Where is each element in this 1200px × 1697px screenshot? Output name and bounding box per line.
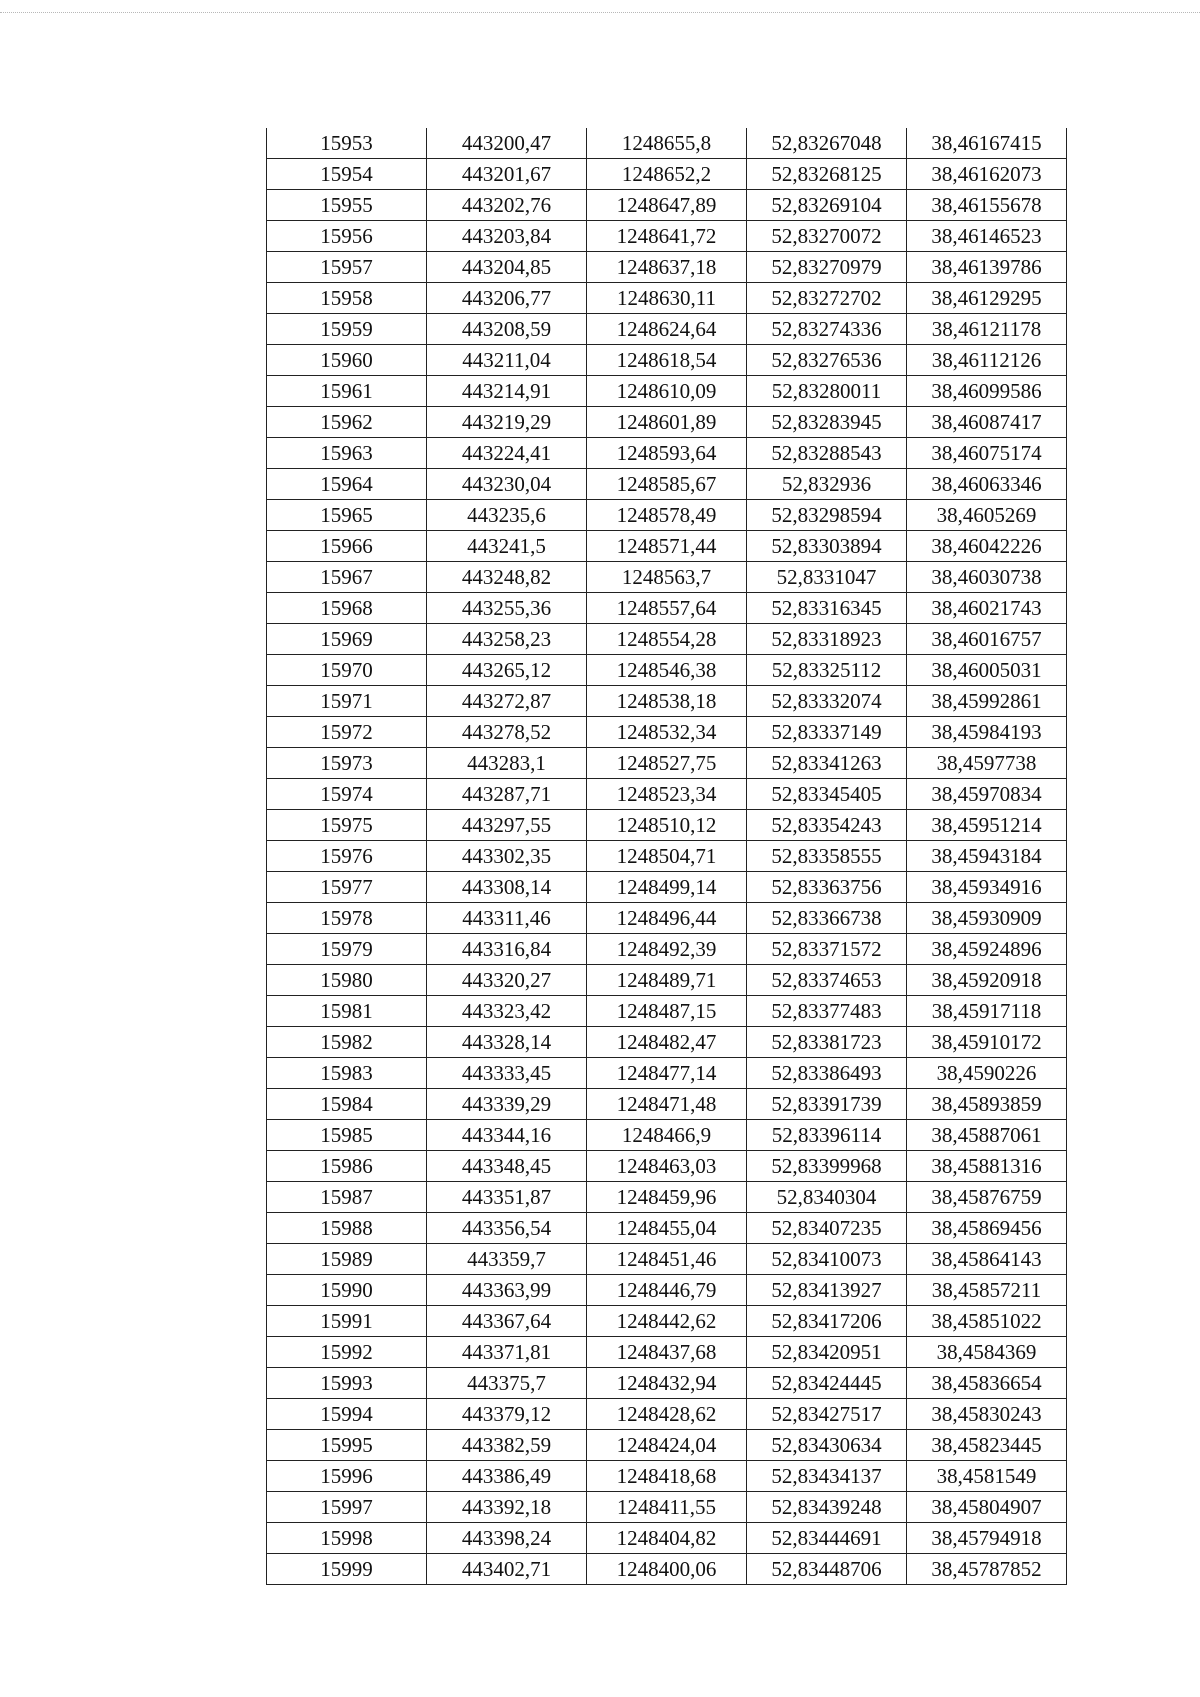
latitude-cell: 52,83280011 (747, 376, 907, 407)
longitude-cell: 38,45836654 (907, 1368, 1067, 1399)
longitude-cell: 38,4581549 (907, 1461, 1067, 1492)
point-number-cell: 15984 (267, 1089, 427, 1120)
y-coordinate-cell: 1248510,12 (587, 810, 747, 841)
latitude-cell: 52,83274336 (747, 314, 907, 345)
point-number-cell: 15993 (267, 1368, 427, 1399)
longitude-cell: 38,4584369 (907, 1337, 1067, 1368)
latitude-cell: 52,83269104 (747, 190, 907, 221)
point-number-cell: 15997 (267, 1492, 427, 1523)
x-coordinate-cell: 443202,76 (427, 190, 587, 221)
latitude-cell: 52,83444691 (747, 1523, 907, 1554)
point-number-cell: 15992 (267, 1337, 427, 1368)
point-number-cell: 15994 (267, 1399, 427, 1430)
longitude-cell: 38,46162073 (907, 159, 1067, 190)
table-row (267, 252, 1067, 283)
table-row (267, 159, 1067, 190)
point-number-cell: 15953 (267, 128, 427, 159)
longitude-cell: 38,46075174 (907, 438, 1067, 469)
table-row (267, 655, 1067, 686)
point-number-cell: 15998 (267, 1523, 427, 1554)
x-coordinate-cell: 443367,64 (427, 1306, 587, 1337)
longitude-cell: 38,45934916 (907, 872, 1067, 903)
point-number-cell: 15955 (267, 190, 427, 221)
y-coordinate-cell: 1248641,72 (587, 221, 747, 252)
table-row (267, 965, 1067, 996)
y-coordinate-cell: 1248411,55 (587, 1492, 747, 1523)
longitude-cell: 38,45830243 (907, 1399, 1067, 1430)
longitude-cell: 38,46063346 (907, 469, 1067, 500)
x-coordinate-cell: 443283,1 (427, 748, 587, 779)
latitude-cell: 52,83316345 (747, 593, 907, 624)
x-coordinate-cell: 443386,49 (427, 1461, 587, 1492)
longitude-cell: 38,45893859 (907, 1089, 1067, 1120)
x-coordinate-cell: 443320,27 (427, 965, 587, 996)
y-coordinate-cell: 1248618,54 (587, 345, 747, 376)
longitude-cell: 38,46129295 (907, 283, 1067, 314)
latitude-cell: 52,83288543 (747, 438, 907, 469)
point-number-cell: 15979 (267, 934, 427, 965)
x-coordinate-cell: 443224,41 (427, 438, 587, 469)
table-row (267, 717, 1067, 748)
point-number-cell: 15999 (267, 1554, 427, 1585)
latitude-cell: 52,83391739 (747, 1089, 907, 1120)
latitude-cell: 52,83420951 (747, 1337, 907, 1368)
longitude-cell: 38,46155678 (907, 190, 1067, 221)
point-number-cell: 15972 (267, 717, 427, 748)
table-row (267, 1306, 1067, 1337)
point-number-cell: 15971 (267, 686, 427, 717)
x-coordinate-cell: 443241,5 (427, 531, 587, 562)
point-number-cell: 15977 (267, 872, 427, 903)
y-coordinate-cell: 1248466,9 (587, 1120, 747, 1151)
y-coordinate-cell: 1248471,48 (587, 1089, 747, 1120)
y-coordinate-cell: 1248496,44 (587, 903, 747, 934)
longitude-cell: 38,45924896 (907, 934, 1067, 965)
table-row (267, 128, 1067, 159)
latitude-cell: 52,83430634 (747, 1430, 907, 1461)
x-coordinate-cell: 443351,87 (427, 1182, 587, 1213)
point-number-cell: 15964 (267, 469, 427, 500)
y-coordinate-cell: 1248532,34 (587, 717, 747, 748)
x-coordinate-cell: 443379,12 (427, 1399, 587, 1430)
table-row (267, 314, 1067, 345)
longitude-cell: 38,45984193 (907, 717, 1067, 748)
latitude-cell: 52,83381723 (747, 1027, 907, 1058)
table-row (267, 1027, 1067, 1058)
longitude-cell: 38,45794918 (907, 1523, 1067, 1554)
table-row (267, 841, 1067, 872)
point-number-cell: 15982 (267, 1027, 427, 1058)
longitude-cell: 38,45930909 (907, 903, 1067, 934)
table-row (267, 1368, 1067, 1399)
y-coordinate-cell: 1248571,44 (587, 531, 747, 562)
longitude-cell: 38,46146523 (907, 221, 1067, 252)
table-row (267, 500, 1067, 531)
scan-top-edge (0, 12, 1200, 13)
point-number-cell: 15991 (267, 1306, 427, 1337)
table-row (267, 1058, 1067, 1089)
point-number-cell: 15973 (267, 748, 427, 779)
longitude-cell: 38,45864143 (907, 1244, 1067, 1275)
longitude-cell: 38,45887061 (907, 1120, 1067, 1151)
latitude-cell: 52,83268125 (747, 159, 907, 190)
y-coordinate-cell: 1248455,04 (587, 1213, 747, 1244)
latitude-cell: 52,83377483 (747, 996, 907, 1027)
table-row (267, 1337, 1067, 1368)
y-coordinate-cell: 1248557,64 (587, 593, 747, 624)
table-row (267, 438, 1067, 469)
longitude-cell: 38,46016757 (907, 624, 1067, 655)
longitude-cell: 38,45943184 (907, 841, 1067, 872)
point-number-cell: 15981 (267, 996, 427, 1027)
point-number-cell: 15966 (267, 531, 427, 562)
latitude-cell: 52,832936 (747, 469, 907, 500)
latitude-cell: 52,83283945 (747, 407, 907, 438)
x-coordinate-cell: 443248,82 (427, 562, 587, 593)
latitude-cell: 52,83371572 (747, 934, 907, 965)
y-coordinate-cell: 1248585,67 (587, 469, 747, 500)
point-number-cell: 15965 (267, 500, 427, 531)
longitude-cell: 38,45857211 (907, 1275, 1067, 1306)
latitude-cell: 52,83270979 (747, 252, 907, 283)
point-number-cell: 15987 (267, 1182, 427, 1213)
x-coordinate-cell: 443203,84 (427, 221, 587, 252)
point-number-cell: 15988 (267, 1213, 427, 1244)
table-row (267, 190, 1067, 221)
latitude-cell: 52,83363756 (747, 872, 907, 903)
x-coordinate-cell: 443316,84 (427, 934, 587, 965)
latitude-cell: 52,83386493 (747, 1058, 907, 1089)
x-coordinate-cell: 443258,23 (427, 624, 587, 655)
table-row (267, 531, 1067, 562)
longitude-cell: 38,45876759 (907, 1182, 1067, 1213)
x-coordinate-cell: 443219,29 (427, 407, 587, 438)
latitude-cell: 52,83366738 (747, 903, 907, 934)
table-row (267, 1461, 1067, 1492)
table-row (267, 748, 1067, 779)
x-coordinate-cell: 443382,59 (427, 1430, 587, 1461)
latitude-cell: 52,83272702 (747, 283, 907, 314)
table-row (267, 810, 1067, 841)
table-row (267, 593, 1067, 624)
latitude-cell: 52,83410073 (747, 1244, 907, 1275)
y-coordinate-cell: 1248492,39 (587, 934, 747, 965)
y-coordinate-cell: 1248563,7 (587, 562, 747, 593)
point-number-cell: 15976 (267, 841, 427, 872)
longitude-cell: 38,46030738 (907, 562, 1067, 593)
longitude-cell: 38,4597738 (907, 748, 1067, 779)
longitude-cell: 38,45920918 (907, 965, 1067, 996)
latitude-cell: 52,83341263 (747, 748, 907, 779)
point-number-cell: 15957 (267, 252, 427, 283)
table-row (267, 779, 1067, 810)
y-coordinate-cell: 1248630,11 (587, 283, 747, 314)
table-row (267, 345, 1067, 376)
y-coordinate-cell: 1248655,8 (587, 128, 747, 159)
longitude-cell: 38,46099586 (907, 376, 1067, 407)
table-row (267, 934, 1067, 965)
y-coordinate-cell: 1248624,64 (587, 314, 747, 345)
y-coordinate-cell: 1248504,71 (587, 841, 747, 872)
table-row (267, 1492, 1067, 1523)
y-coordinate-cell: 1248442,62 (587, 1306, 747, 1337)
x-coordinate-cell: 443392,18 (427, 1492, 587, 1523)
x-coordinate-cell: 443359,7 (427, 1244, 587, 1275)
coordinates-table (266, 128, 1067, 1585)
point-number-cell: 15968 (267, 593, 427, 624)
x-coordinate-cell: 443402,71 (427, 1554, 587, 1585)
x-coordinate-cell: 443255,36 (427, 593, 587, 624)
point-number-cell: 15954 (267, 159, 427, 190)
point-number-cell: 15967 (267, 562, 427, 593)
latitude-cell: 52,83374653 (747, 965, 907, 996)
table-row (267, 1399, 1067, 1430)
table-row (267, 1213, 1067, 1244)
longitude-cell: 38,45851022 (907, 1306, 1067, 1337)
latitude-cell: 52,83358555 (747, 841, 907, 872)
point-number-cell: 15990 (267, 1275, 427, 1306)
y-coordinate-cell: 1248459,96 (587, 1182, 747, 1213)
point-number-cell: 15956 (267, 221, 427, 252)
longitude-cell: 38,46087417 (907, 407, 1067, 438)
point-number-cell: 15985 (267, 1120, 427, 1151)
point-number-cell: 15962 (267, 407, 427, 438)
x-coordinate-cell: 443211,04 (427, 345, 587, 376)
x-coordinate-cell: 443265,12 (427, 655, 587, 686)
longitude-cell: 38,45823445 (907, 1430, 1067, 1461)
table-row (267, 407, 1067, 438)
longitude-cell: 38,45910172 (907, 1027, 1067, 1058)
x-coordinate-cell: 443356,54 (427, 1213, 587, 1244)
point-number-cell: 15970 (267, 655, 427, 686)
latitude-cell: 52,83345405 (747, 779, 907, 810)
table-row (267, 996, 1067, 1027)
point-number-cell: 15959 (267, 314, 427, 345)
longitude-cell: 38,46121178 (907, 314, 1067, 345)
point-number-cell: 15980 (267, 965, 427, 996)
y-coordinate-cell: 1248554,28 (587, 624, 747, 655)
latitude-cell: 52,83276536 (747, 345, 907, 376)
y-coordinate-cell: 1248637,18 (587, 252, 747, 283)
y-coordinate-cell: 1248523,34 (587, 779, 747, 810)
longitude-cell: 38,45787852 (907, 1554, 1067, 1585)
longitude-cell: 38,45881316 (907, 1151, 1067, 1182)
table-row (267, 376, 1067, 407)
longitude-cell: 38,45992861 (907, 686, 1067, 717)
latitude-cell: 52,83396114 (747, 1120, 907, 1151)
x-coordinate-cell: 443363,99 (427, 1275, 587, 1306)
latitude-cell: 52,83270072 (747, 221, 907, 252)
longitude-cell: 38,46167415 (907, 128, 1067, 159)
table-row (267, 1151, 1067, 1182)
longitude-cell: 38,46021743 (907, 593, 1067, 624)
y-coordinate-cell: 1248578,49 (587, 500, 747, 531)
latitude-cell: 52,83424445 (747, 1368, 907, 1399)
x-coordinate-cell: 443308,14 (427, 872, 587, 903)
y-coordinate-cell: 1248446,79 (587, 1275, 747, 1306)
x-coordinate-cell: 443235,6 (427, 500, 587, 531)
longitude-cell: 38,46112126 (907, 345, 1067, 376)
x-coordinate-cell: 443398,24 (427, 1523, 587, 1554)
table-row (267, 624, 1067, 655)
x-coordinate-cell: 443206,77 (427, 283, 587, 314)
longitude-cell: 38,45804907 (907, 1492, 1067, 1523)
point-number-cell: 15989 (267, 1244, 427, 1275)
point-number-cell: 15975 (267, 810, 427, 841)
latitude-cell: 52,83413927 (747, 1275, 907, 1306)
latitude-cell: 52,83337149 (747, 717, 907, 748)
x-coordinate-cell: 443278,52 (427, 717, 587, 748)
latitude-cell: 52,83399968 (747, 1151, 907, 1182)
latitude-cell: 52,8340304 (747, 1182, 907, 1213)
latitude-cell: 52,83434137 (747, 1461, 907, 1492)
x-coordinate-cell: 443323,42 (427, 996, 587, 1027)
longitude-cell: 38,4605269 (907, 500, 1067, 531)
x-coordinate-cell: 443348,45 (427, 1151, 587, 1182)
latitude-cell: 52,83303894 (747, 531, 907, 562)
longitude-cell: 38,45970834 (907, 779, 1067, 810)
x-coordinate-cell: 443344,16 (427, 1120, 587, 1151)
point-number-cell: 15969 (267, 624, 427, 655)
y-coordinate-cell: 1248538,18 (587, 686, 747, 717)
table-row (267, 562, 1067, 593)
longitude-cell: 38,45917118 (907, 996, 1067, 1027)
y-coordinate-cell: 1248428,62 (587, 1399, 747, 1430)
x-coordinate-cell: 443204,85 (427, 252, 587, 283)
y-coordinate-cell: 1248424,04 (587, 1430, 747, 1461)
table-row (267, 686, 1067, 717)
x-coordinate-cell: 443297,55 (427, 810, 587, 841)
y-coordinate-cell: 1248400,06 (587, 1554, 747, 1585)
y-coordinate-cell: 1248593,64 (587, 438, 747, 469)
latitude-cell: 52,83448706 (747, 1554, 907, 1585)
point-number-cell: 15958 (267, 283, 427, 314)
point-number-cell: 15996 (267, 1461, 427, 1492)
point-number-cell: 15961 (267, 376, 427, 407)
x-coordinate-cell: 443200,47 (427, 128, 587, 159)
x-coordinate-cell: 443375,7 (427, 1368, 587, 1399)
table-row (267, 1554, 1067, 1585)
latitude-cell: 52,83298594 (747, 500, 907, 531)
x-coordinate-cell: 443287,71 (427, 779, 587, 810)
latitude-cell: 52,83407235 (747, 1213, 907, 1244)
y-coordinate-cell: 1248432,94 (587, 1368, 747, 1399)
y-coordinate-cell: 1248404,82 (587, 1523, 747, 1554)
y-coordinate-cell: 1248499,14 (587, 872, 747, 903)
point-number-cell: 15983 (267, 1058, 427, 1089)
x-coordinate-cell: 443311,46 (427, 903, 587, 934)
latitude-cell: 52,83318923 (747, 624, 907, 655)
latitude-cell: 52,83325112 (747, 655, 907, 686)
point-number-cell: 15986 (267, 1151, 427, 1182)
point-number-cell: 15978 (267, 903, 427, 934)
table-row (267, 1244, 1067, 1275)
table-row (267, 1430, 1067, 1461)
table-row (267, 283, 1067, 314)
latitude-cell: 52,83439248 (747, 1492, 907, 1523)
table-row (267, 1089, 1067, 1120)
table-row (267, 903, 1067, 934)
x-coordinate-cell: 443214,91 (427, 376, 587, 407)
longitude-cell: 38,4590226 (907, 1058, 1067, 1089)
latitude-cell: 52,83267048 (747, 128, 907, 159)
y-coordinate-cell: 1248489,71 (587, 965, 747, 996)
latitude-cell: 52,83427517 (747, 1399, 907, 1430)
point-number-cell: 15963 (267, 438, 427, 469)
y-coordinate-cell: 1248482,47 (587, 1027, 747, 1058)
latitude-cell: 52,83332074 (747, 686, 907, 717)
x-coordinate-cell: 443208,59 (427, 314, 587, 345)
y-coordinate-cell: 1248418,68 (587, 1461, 747, 1492)
longitude-cell: 38,45951214 (907, 810, 1067, 841)
y-coordinate-cell: 1248463,03 (587, 1151, 747, 1182)
table-row (267, 1182, 1067, 1213)
y-coordinate-cell: 1248477,14 (587, 1058, 747, 1089)
point-number-cell: 15960 (267, 345, 427, 376)
y-coordinate-cell: 1248652,2 (587, 159, 747, 190)
table-row (267, 469, 1067, 500)
y-coordinate-cell: 1248451,46 (587, 1244, 747, 1275)
x-coordinate-cell: 443201,67 (427, 159, 587, 190)
y-coordinate-cell: 1248647,89 (587, 190, 747, 221)
coordinates-table-body (267, 128, 1067, 1585)
y-coordinate-cell: 1248527,75 (587, 748, 747, 779)
table-row (267, 1523, 1067, 1554)
y-coordinate-cell: 1248437,68 (587, 1337, 747, 1368)
point-number-cell: 15995 (267, 1430, 427, 1461)
y-coordinate-cell: 1248546,38 (587, 655, 747, 686)
x-coordinate-cell: 443328,14 (427, 1027, 587, 1058)
latitude-cell: 52,8331047 (747, 562, 907, 593)
table-row (267, 872, 1067, 903)
longitude-cell: 38,46042226 (907, 531, 1067, 562)
longitude-cell: 38,45869456 (907, 1213, 1067, 1244)
x-coordinate-cell: 443302,35 (427, 841, 587, 872)
point-number-cell: 15974 (267, 779, 427, 810)
y-coordinate-cell: 1248601,89 (587, 407, 747, 438)
latitude-cell: 52,83417206 (747, 1306, 907, 1337)
longitude-cell: 38,46139786 (907, 252, 1067, 283)
x-coordinate-cell: 443371,81 (427, 1337, 587, 1368)
x-coordinate-cell: 443339,29 (427, 1089, 587, 1120)
latitude-cell: 52,83354243 (747, 810, 907, 841)
x-coordinate-cell: 443230,04 (427, 469, 587, 500)
table-row (267, 1275, 1067, 1306)
x-coordinate-cell: 443272,87 (427, 686, 587, 717)
table-row (267, 221, 1067, 252)
y-coordinate-cell: 1248487,15 (587, 996, 747, 1027)
longitude-cell: 38,46005031 (907, 655, 1067, 686)
table-row (267, 1120, 1067, 1151)
y-coordinate-cell: 1248610,09 (587, 376, 747, 407)
x-coordinate-cell: 443333,45 (427, 1058, 587, 1089)
